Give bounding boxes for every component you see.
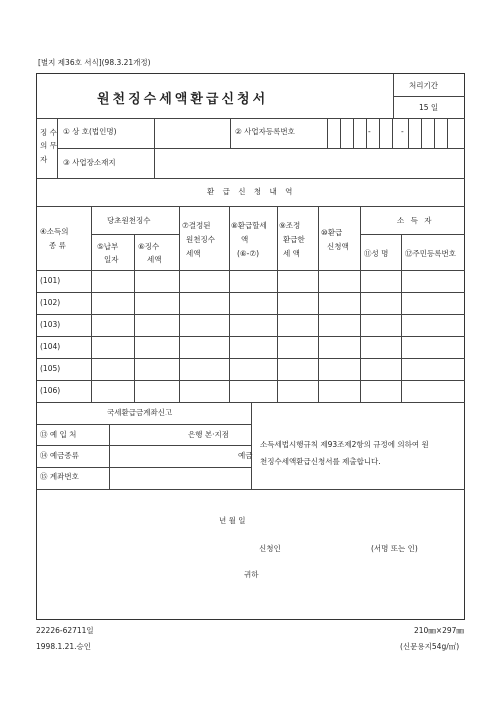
form-code: 22226-62711일 xyxy=(36,626,94,635)
col-refundable-tax-1: ⑧환급할세 xyxy=(231,221,267,230)
deposit-type-label: ⑭ 예금종류 xyxy=(40,451,79,460)
processing-period-label: 처리기간 xyxy=(409,81,438,90)
col-determined-tax-3: 세액 xyxy=(186,249,201,258)
bank-label: ⑬ 예 입 처 xyxy=(40,430,77,439)
row-code: (103) xyxy=(40,320,61,329)
col-payment-date-1: ⑤납부 xyxy=(97,242,119,251)
refund-application-form: 원천징수세액환급신청서 처리기간 15 일 징 수 의 무 자 ① 상 호(법인명) ② 사업자등록번호 - - ③ 사업장소재지 환 급 신 청 내 역 ④소득의 종 류 당초원천징수 ⑤납부 일자 ⑥징수 세액 ⑦결정된 원천징수 세액 ⑧환급할세 액 (⑥-⑦) ⑨조정 환급한 세 액 ⑩환급 신청액 소 득 자 ⑪성 명 ⑫주민등록번호 (101) (102) (103) (104) (105) (106) 국세환급금계좌신고 ⑬ 예 입 처 은행 본·지점 ⑭ 예금종류 예금 ⑮ 계좌번호 소득세법시행규칙 제93조제2항의 규정에 의하여 원 천징수세액환급신청서를 제출합니다. 년 월 일 신청인 (서명 또는 인) 귀하 xyxy=(36,73,465,620)
account-number-field[interactable] xyxy=(111,469,249,487)
signature-note: (서명 또는 인) xyxy=(371,544,418,553)
address-label: ③ 사업장소재지 xyxy=(63,158,116,167)
income-type-label-1: ④소득의 xyxy=(40,227,69,236)
col-refund-request-1: ⑩환급 xyxy=(321,228,343,237)
col-payment-date-2: 일자 xyxy=(104,255,119,264)
income-type-label-2: 종 류 xyxy=(49,241,66,250)
income-earner-header: 소 득 자 xyxy=(397,216,434,225)
deposit-type-field[interactable] xyxy=(111,447,231,465)
col-adjusted-tax-3: 세 액 xyxy=(283,249,300,258)
refund-rows-entry-area[interactable] xyxy=(92,271,465,401)
applicant-label: 신청인 xyxy=(259,544,281,553)
statement-line-1: 소득세법시행규칙 제93조제2항의 규정에 의하여 원 xyxy=(260,440,429,449)
withholder-label-3: 자 xyxy=(40,155,48,164)
col-refundable-tax-2: 액 xyxy=(241,235,249,244)
col-refundable-tax-3: (⑥-⑦) xyxy=(237,249,260,258)
biz-reg-no-field[interactable] xyxy=(328,119,465,147)
date-field[interactable] xyxy=(215,512,305,528)
addressee: 귀하 xyxy=(244,570,259,579)
bank-account-title: 국세환급금계좌신고 xyxy=(107,408,173,417)
row-code: (104) xyxy=(40,342,61,351)
paper-type: (신문용지54g/㎡) xyxy=(400,642,460,651)
row-code: (101) xyxy=(40,276,61,285)
address-field[interactable] xyxy=(157,150,463,176)
bank-name-field[interactable] xyxy=(111,426,181,444)
col-determined-tax-2: 원천징수 xyxy=(186,235,215,244)
col-determined-tax-1: ⑦결정된 xyxy=(182,221,211,230)
section-title: 환 급 신 청 내 역 xyxy=(207,187,296,196)
statement-line-2: 천징수세액환급신청서를 제출합니다. xyxy=(260,457,381,466)
account-number-label: ⑮ 계좌번호 xyxy=(40,472,79,481)
col-adjusted-tax-1: ⑨조정 xyxy=(279,221,301,230)
date-line: 년 월 일 xyxy=(219,516,246,525)
withholder-label-2: 의 무 xyxy=(40,141,57,150)
trade-name-field[interactable] xyxy=(157,120,229,146)
col-withheld-tax-2: 세액 xyxy=(147,255,162,264)
col-refund-request-2: 신청액 xyxy=(327,242,349,251)
row-code: (102) xyxy=(40,298,61,307)
approval-date: 1998.1.21.승인 xyxy=(36,642,92,651)
paper-size: 210㎜×297㎜ xyxy=(414,626,464,635)
col-resident-no: ⑫주민등록번호 xyxy=(405,249,456,258)
col-name: ⑪성 명 xyxy=(364,249,389,258)
form-reference: [별지 제36호 서식](98.3.21개정) xyxy=(38,58,151,67)
row-code: (106) xyxy=(40,386,61,395)
trade-name-label: ① 상 호(법인명) xyxy=(63,127,117,136)
deposit-type-suffix: 예금 xyxy=(238,451,253,460)
applicant-field[interactable] xyxy=(289,540,369,556)
col-adjusted-tax-2: 환급한 xyxy=(283,235,305,244)
biz-reg-no-label: ② 사업자등록번호 xyxy=(235,127,295,136)
bank-branch-suffix: 은행 본·지점 xyxy=(188,430,229,439)
row-code: (105) xyxy=(40,364,61,373)
withholder-label-1: 징 수 xyxy=(40,128,57,137)
processing-period-value: 15 일 xyxy=(419,103,439,112)
col-withheld-tax-1: ⑥징수 xyxy=(138,242,160,251)
initial-withholding-header: 당초원천징수 xyxy=(107,216,151,225)
form-title: 원천징수세액환급신청서 xyxy=(97,92,269,107)
